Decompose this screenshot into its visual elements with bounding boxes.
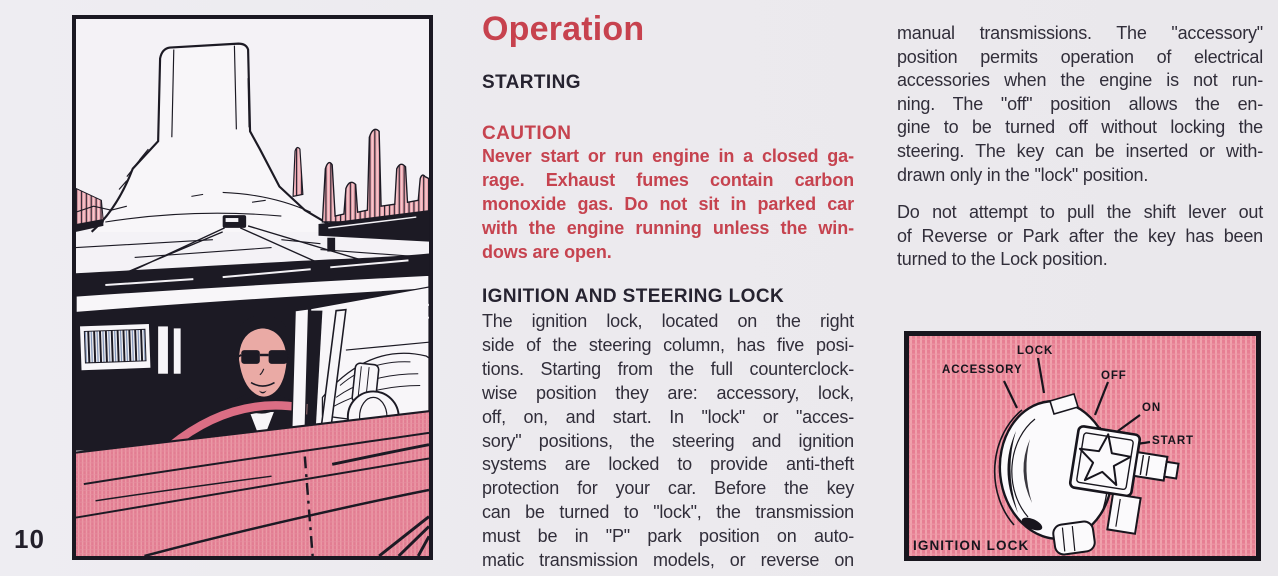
diagram-label-on: ON	[1142, 402, 1162, 414]
caution-heading: CAUTION	[482, 123, 572, 144]
text-line: The ignition lock, located on the right	[482, 311, 854, 331]
ignition-heading: IGNITION AND STEERING LOCK	[482, 286, 785, 307]
ignition-lock-diagram	[904, 331, 1261, 561]
text-line: drawn only in the "lock" position.	[897, 164, 1149, 185]
diagram-label-start: START	[1152, 435, 1194, 447]
driver-desert-illustration	[72, 15, 433, 560]
text-line: side of the steering column, has five posi-	[482, 334, 854, 355]
text-line: manual transmissions. The "accessory"	[897, 23, 1263, 43]
text-line: wise position they are: accessory, lock,	[482, 382, 854, 403]
caution-paragraph	[482, 145, 854, 265]
text-line: steering. The key can be inserted or with-	[897, 140, 1263, 161]
text-line: monoxide gas. Do not sit in parked car	[482, 193, 854, 214]
driver-desert-illustration-art	[76, 19, 429, 556]
text-line: Do not attempt to pull the shift lever out	[897, 202, 1263, 222]
text-line: accessories when the engine is not run-	[897, 70, 1263, 91]
text-line: matic transmission models, or reverse on	[482, 550, 854, 571]
text-line: gine to be turned off without locking the	[897, 117, 1263, 138]
diagram-caption: IGNITION LOCK	[913, 538, 1030, 553]
text-line: position permits operation of electrical	[897, 46, 1263, 67]
text-line: sory" positions, the steering and ignition	[482, 430, 854, 451]
page-number: 10	[14, 524, 45, 554]
text-line: must be in "P" park position on auto-	[482, 526, 854, 547]
text-line: rage. Exhaust fumes contain carbon	[482, 169, 854, 190]
text-line: systems are locked to provide anti-theft	[482, 454, 854, 475]
starting-heading: STARTING	[482, 72, 581, 93]
text-line: Never start or run engine in a closed ga-	[482, 146, 854, 166]
text-line: can be turned to "lock", the transmission	[482, 502, 854, 523]
text-line: ning. The "off" position allows the en-	[897, 93, 1263, 114]
ignition-paragraph	[482, 310, 854, 573]
right-paragraph-1	[897, 22, 1263, 187]
text-line: with the engine running unless the win-	[482, 217, 854, 238]
diagram-label-accessory: ACCESSORY	[942, 364, 1023, 376]
diagram-label-lock: LOCK	[1017, 345, 1054, 357]
text-line: protection for your car. Before the key	[482, 478, 854, 499]
page-title: Operation	[482, 10, 645, 48]
right-paragraph-2	[897, 201, 1263, 272]
diagram-label-off: OFF	[1101, 370, 1127, 382]
text-line: off, on, and start. In "lock" or "acces-	[482, 406, 854, 427]
text-line: turned to the Lock position.	[897, 249, 1108, 270]
middle-column	[482, 0, 854, 576]
text-line: dows are open.	[482, 241, 612, 262]
text-line: tions. Starting from the full counterclock-	[482, 358, 854, 379]
text-line: of Reverse or Park after the key has been	[897, 225, 1263, 246]
